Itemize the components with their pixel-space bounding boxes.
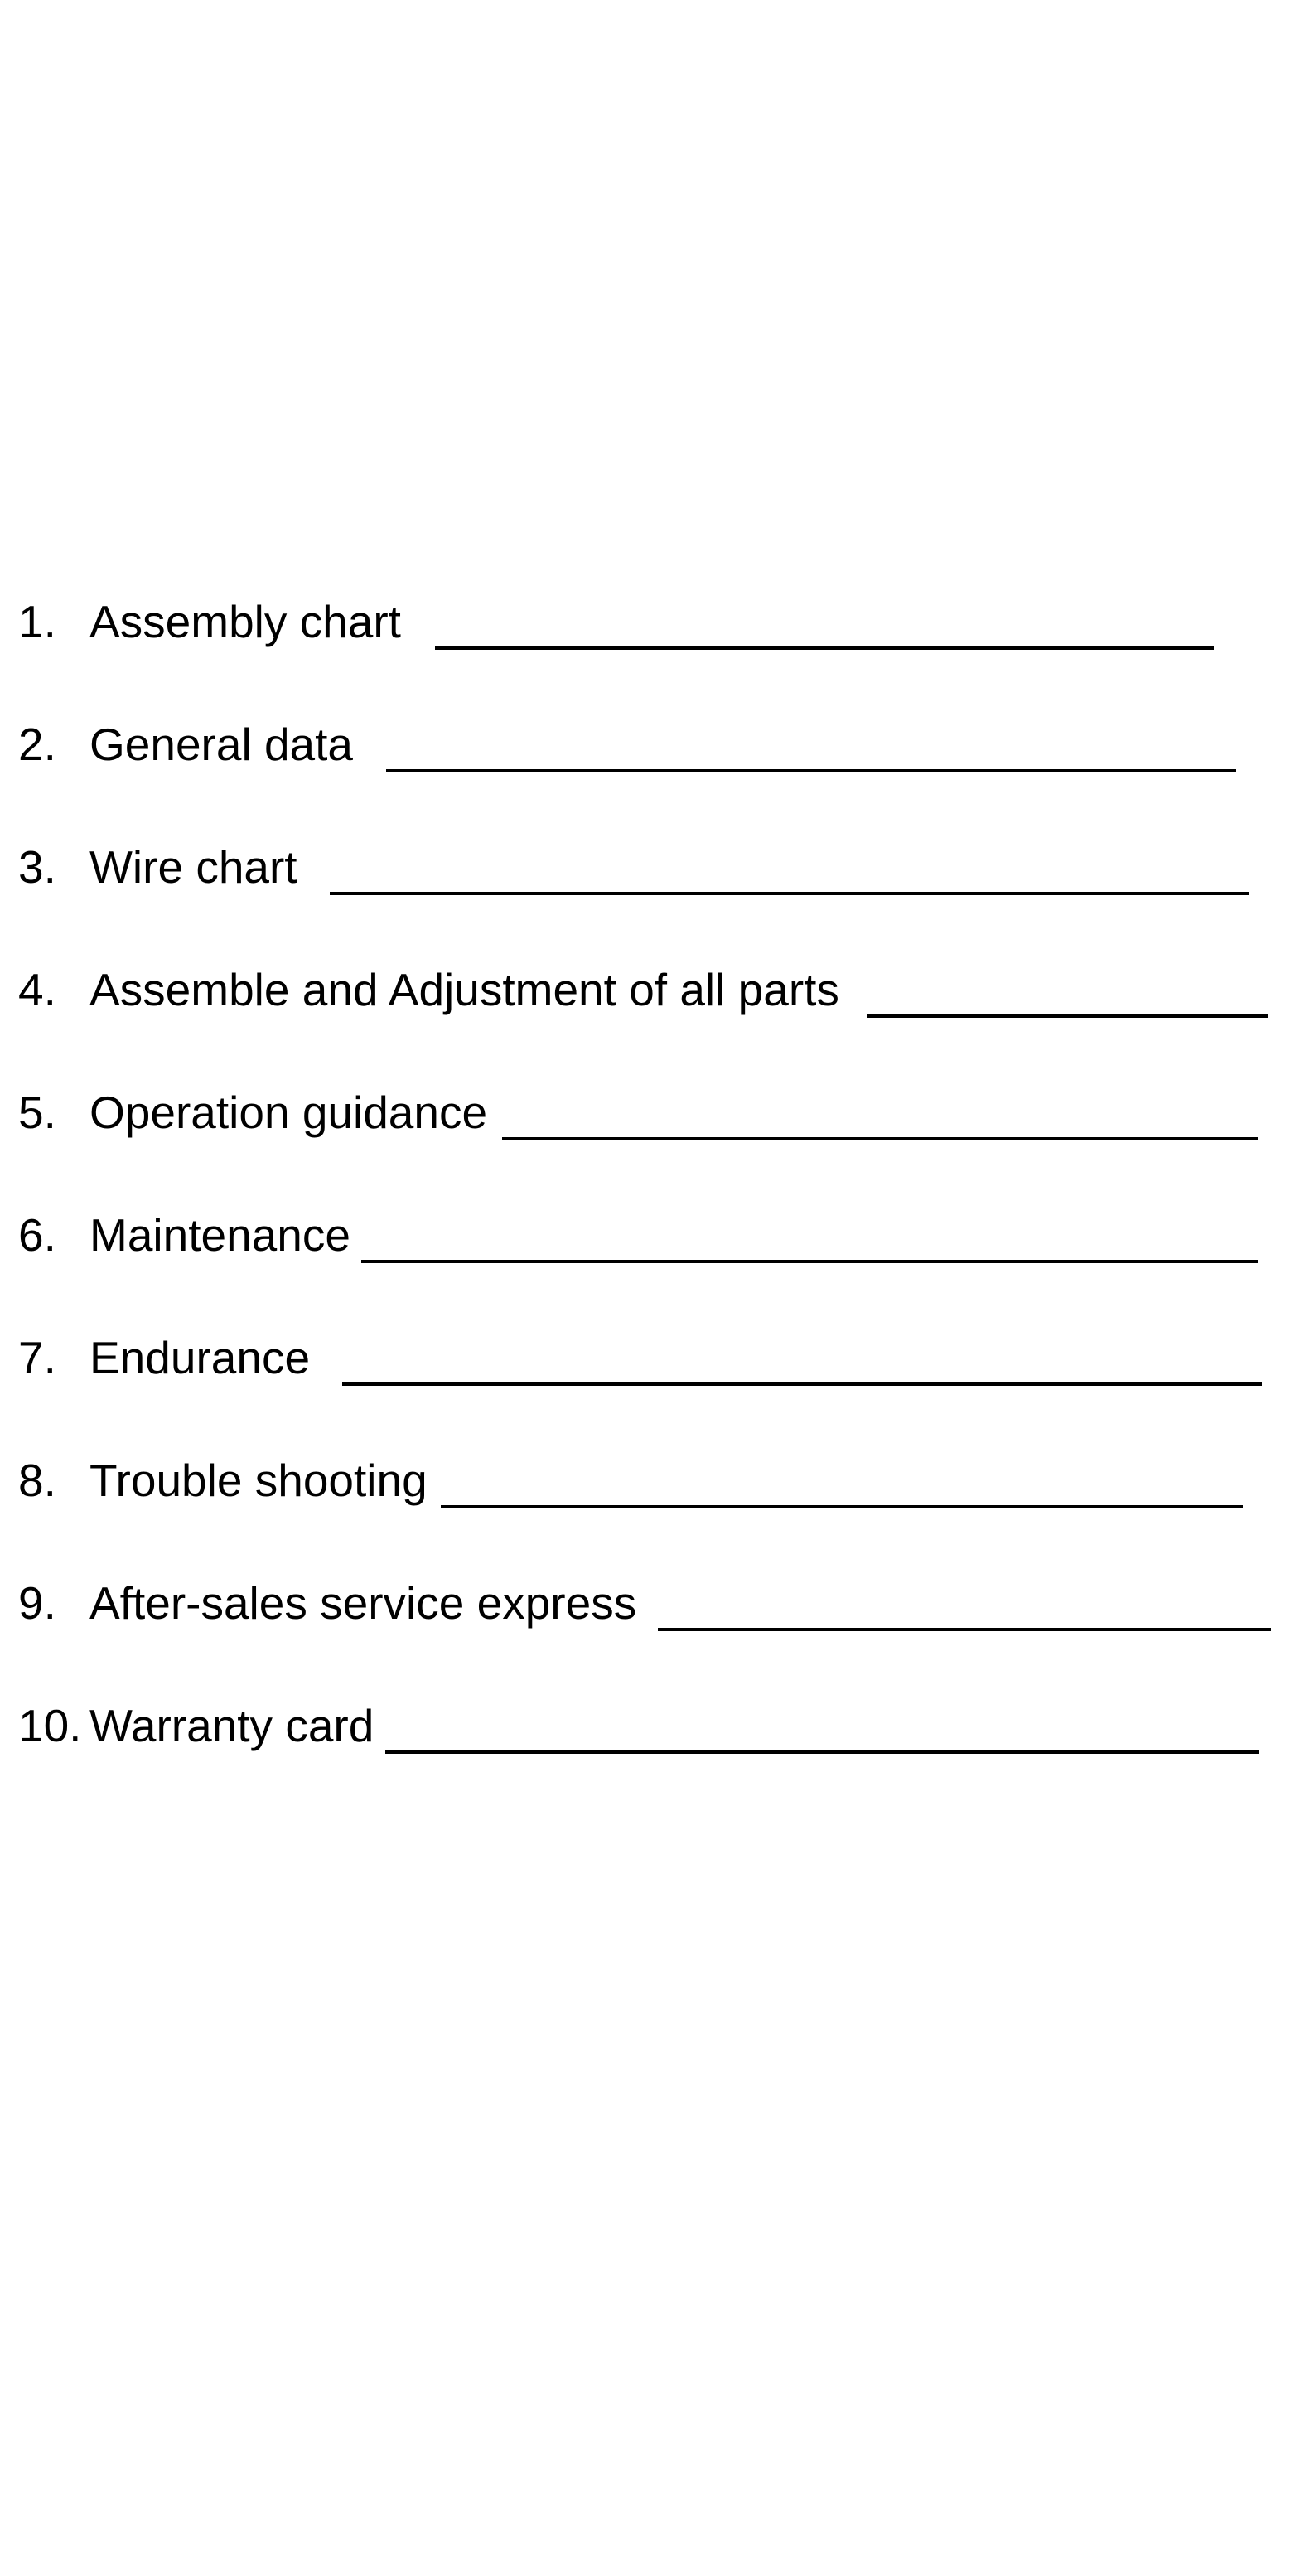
toc-item-number: 7. — [18, 1332, 56, 1383]
leader-line — [342, 1382, 1262, 1386]
toc-item-label: Wire chart — [89, 841, 297, 893]
toc-item-general-data — [0, 711, 1295, 777]
toc-item-assembly-chart — [0, 588, 1295, 655]
toc-item-label: Endurance — [89, 1332, 311, 1383]
toc-item-number: 5. — [18, 1087, 56, 1138]
toc-item-number: 3. — [18, 841, 56, 893]
leader-line — [361, 1260, 1258, 1263]
toc-item-after-sales — [0, 1570, 1295, 1636]
leader-line — [385, 1750, 1259, 1754]
leader-line — [867, 1014, 1268, 1018]
leader-line — [330, 892, 1249, 895]
leader-line — [658, 1628, 1271, 1631]
toc-item-warranty-card — [0, 1692, 1295, 1759]
leader-line — [386, 769, 1236, 772]
leader-line — [441, 1505, 1243, 1508]
toc-item-number: 9. — [18, 1577, 56, 1629]
toc-item-label: Assembly chart — [89, 596, 401, 647]
toc-item-label: Operation guidance — [89, 1087, 488, 1138]
leader-line — [502, 1137, 1258, 1140]
toc-item-label: Assemble and Adjustment of all parts — [89, 964, 839, 1015]
toc-item-number: 10. — [18, 1700, 82, 1751]
toc-item-label: After-sales service express — [89, 1577, 637, 1629]
toc-item-number: 6. — [18, 1209, 56, 1261]
toc-item-number: 4. — [18, 964, 56, 1015]
toc-item-label: Maintenance — [89, 1209, 350, 1261]
toc-item-number: 8. — [18, 1455, 56, 1506]
toc-item-number: 2. — [18, 719, 56, 770]
toc-item-trouble-shooting — [0, 1447, 1295, 1513]
toc-item-label: General data — [89, 719, 353, 770]
toc-item-operation-guidance — [0, 1079, 1295, 1145]
toc-item-maintenance — [0, 1202, 1295, 1268]
toc-item-endurance — [0, 1324, 1295, 1391]
toc-item-assemble-adjustment — [0, 956, 1295, 1023]
toc-item-label: Warranty card — [89, 1700, 374, 1751]
toc-item-wire-chart — [0, 834, 1295, 900]
toc-item-number: 1. — [18, 596, 56, 647]
toc-item-label: Trouble shooting — [89, 1455, 428, 1506]
leader-line — [435, 646, 1214, 650]
